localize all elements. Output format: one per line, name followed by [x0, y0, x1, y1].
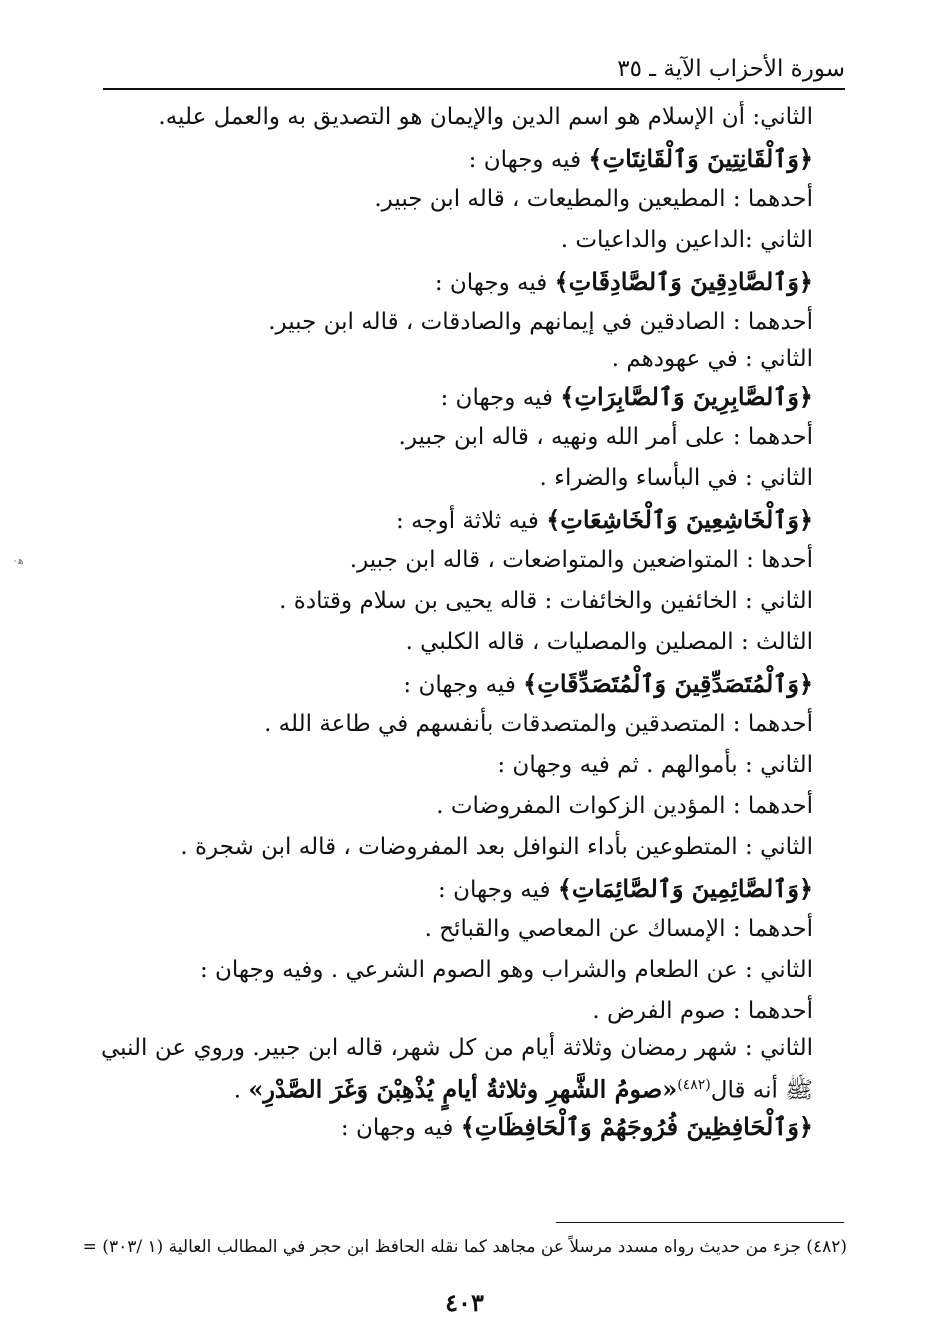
text-line: الثاني : المتطوعين بأداء النوافل بعد المفروضات ، قاله ابن شجرة . — [180, 834, 813, 860]
verse-line — [78, 663, 813, 704]
footnote: (٤٨٢) جزء من حديث رواه مسدد مرسلاً عن مجاهد كما نقله الحافظ ابن حجر في المطالب العالية (١ /٣٠٣) = — [82, 1237, 847, 1257]
text-line: الثاني :الداعين والداعيات . — [560, 227, 813, 253]
text-line: الثاني : الخائفين والخائفات : قاله يحيى بن سلام وقتادة . — [279, 588, 813, 614]
verse-line — [78, 499, 813, 540]
verse-line — [78, 868, 813, 909]
verse-commentary: فيه وجهان : — [403, 672, 524, 698]
text-line: أحدهما : الإمساك عن المعاصي والقبائح . — [424, 916, 813, 942]
text-line: الثالث : المصلين والمصليات ، قاله الكلبي . — [405, 629, 813, 655]
text-line: الثاني : في البأساء والضراء . — [539, 465, 813, 491]
text-line: أحدهما : المتصدقين والمتصدقات بأنفسهم في طاعة الله . — [264, 711, 813, 737]
running-header — [103, 54, 845, 90]
text-line: الثاني : بأموالهم . ثم فيه وجهان : — [497, 752, 813, 778]
text-line: الثاني : في عهودهم . — [611, 346, 813, 372]
hadith-end: . — [233, 1077, 249, 1104]
text-line: أحدهما : المؤدين الزكوات المفروضات . — [436, 793, 813, 819]
verse-commentary: فيه ثلاثة أوجه : — [396, 508, 547, 534]
hadith-intro: ﷺ أنه قال — [710, 1077, 813, 1104]
page-number: ٤٠٣ — [445, 1288, 484, 1317]
text-line: الثاني : عن الطعام والشراب وهو الصوم الشرعي . وفيه وجهان : — [199, 957, 813, 983]
verse-commentary: فيه وجهان : — [468, 147, 589, 173]
margin-mark: ﻫ٠ — [12, 554, 24, 567]
quran-verse: ﴿وَٱلْمُتَصَدِّقِينَ وَٱلْمُتَصَدِّقَاتِ﴾ — [523, 669, 813, 698]
verse-commentary: فيه وجهان : — [438, 877, 558, 903]
quran-verse: ﴿وَٱلصَّابِرِينَ وَٱلصَّابِرَاتِ﴾ — [560, 382, 813, 411]
verse-commentary: فيه وجهان : — [340, 1115, 461, 1141]
footnote-reference: (٤٨٢) — [677, 1077, 711, 1093]
hadith-line — [78, 1065, 813, 1106]
text-line: الثاني : شهر رمضان وثلاثة أيام من كل شهر، قاله ابن جبير. وروي عن النبي — [101, 1035, 813, 1061]
text-line: أحدها : المتواضعين والمتواضعات ، قاله ابن جبير. — [349, 547, 813, 573]
verse-commentary: فيه وجهان : — [440, 385, 561, 411]
main-text — [78, 97, 813, 1147]
text-line: أحدهما : على أمر الله ونهيه ، قاله ابن جبير. — [398, 424, 813, 450]
verse-line — [78, 376, 813, 417]
text-line: الثاني: أن الإسلام هو اسم الدين والإيمان هو التصديق به والعمل عليه. — [158, 104, 813, 130]
quran-verse: ﴿وَٱلصَّائِمِينَ وَٱلصَّائِمَاتِ﴾ — [557, 874, 813, 903]
quran-verse: ﴿وَٱلصَّادِقِينَ وَٱلصَّادِقَاتِ﴾ — [554, 267, 813, 296]
header-title: سورة الأحزاب الآية ـ ٣٥ — [617, 56, 845, 82]
verse-line — [78, 138, 813, 179]
text-line: أحدهما : الصادقين في إيمانهم والصادقات ، قاله ابن جبير. — [268, 309, 813, 335]
quran-verse: ﴿وَٱلْحَافِظِينَ فُرُوجَهُمْ وَٱلْحَافِظَاتِ﴾ — [460, 1112, 813, 1141]
footnote-divider — [556, 1222, 844, 1223]
verse-commentary: فيه وجهان : — [434, 270, 555, 296]
text-line: أحدهما : المطيعين والمطيعات ، قاله ابن جبير. — [374, 186, 813, 212]
hadith-quote: «صومُ الشَّهرِ وثلاثةُ أيامٍ يُذْهِبْنَ وَغَرَ الصَّدْرِ» — [248, 1074, 678, 1104]
verse-line — [78, 261, 813, 302]
quran-verse: ﴿وَٱلْقَانِتِينَ وَٱلْقَانِتَاتِ﴾ — [588, 144, 813, 173]
text-line: أحدهما : صوم الفرض . — [592, 998, 813, 1024]
quran-verse: ﴿وَٱلْخَاشِعِينَ وَٱلْخَاشِعَاتِ﴾ — [546, 505, 813, 534]
verse-line — [78, 1106, 813, 1147]
